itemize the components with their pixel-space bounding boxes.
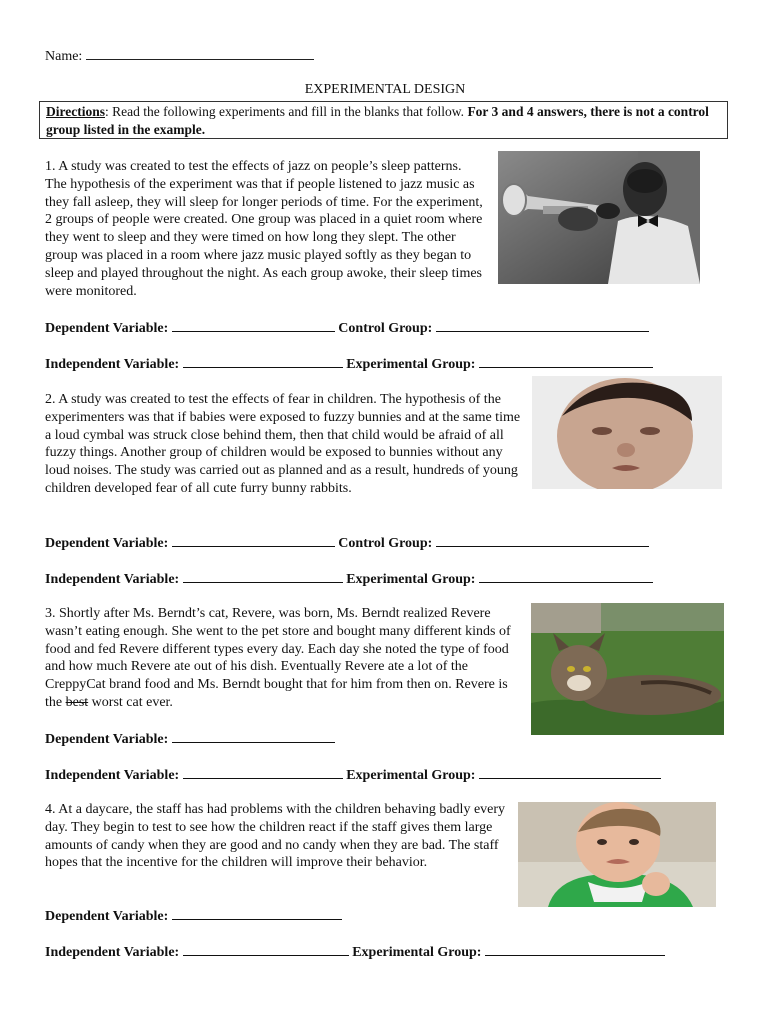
newborn-baby-photo (532, 376, 722, 489)
q4-dependent-row (45, 907, 342, 925)
experimental-blank[interactable] (479, 570, 653, 583)
experimental-label: Experimental Group: (346, 768, 476, 783)
dependent-label: Dependent Variable: (45, 321, 169, 336)
dependent-label: Dependent Variable: (45, 536, 169, 551)
question-3-text-a: 3. Shortly after Ms. Berndt’s cat, Revere, was born, Ms. Berndt realized Revere wasn’t eating enough. She went to the pet store and bought many different kinds of food and fed Revere different types every day. Each day she noted the type of food and how much Revere ate out of his dish. Eventually Revere ate a lot of the CreppyCat brand food and Ms. Berndt bought that for him from then on. Revere is the (45, 606, 511, 710)
question-3-text-b: worst cat ever. (88, 694, 173, 710)
experimental-blank[interactable] (479, 766, 661, 779)
experimental-blank[interactable] (479, 355, 653, 368)
q1-dependent-row (45, 319, 649, 337)
control-label: Control Group: (338, 536, 433, 551)
control-blank[interactable] (436, 534, 649, 547)
directions-box (39, 101, 728, 139)
directions-note: For 3 and 4 answers, there is not a control group listed in the example. (46, 104, 709, 137)
experimental-label: Experimental Group: (352, 945, 482, 960)
independent-blank[interactable] (183, 766, 343, 779)
dependent-blank[interactable] (172, 907, 342, 920)
trumpet-player-photo (498, 151, 700, 284)
struck-word: best (65, 694, 89, 710)
experimental-label: Experimental Group: (346, 572, 476, 587)
experimental-label: Experimental Group: (346, 357, 476, 372)
control-blank[interactable] (436, 319, 649, 332)
dependent-blank[interactable] (172, 534, 335, 547)
independent-blank[interactable] (183, 570, 343, 583)
independent-blank[interactable] (183, 943, 349, 956)
directions-label: Directions (46, 104, 105, 119)
dependent-blank[interactable] (172, 730, 335, 743)
q3-dependent-row (45, 730, 335, 748)
page-title: EXPERIMENTAL DESIGN (304, 82, 466, 97)
question-3-text (45, 605, 523, 712)
question-4-text: 4. At a daycare, the staff has had problems with the children behaving badly every day. They begin to test to see how the children react if the staff gives them large amounts of candy when they are good and no candy when they are bad. The staff hopes that the incentive for the children will improve their behavior. (45, 802, 506, 871)
dependent-label: Dependent Variable: (45, 909, 169, 924)
name-label: Name: (45, 49, 83, 64)
dependent-blank[interactable] (172, 319, 335, 332)
dependent-label: Dependent Variable: (45, 732, 169, 747)
independent-label: Independent Variable: (45, 768, 180, 783)
q4-independent-row (45, 943, 665, 961)
determined-baby-photo (518, 802, 716, 907)
question-1-text: 1. A study was created to test the effects of jazz on people’s sleep patterns. The hypothesis of the experiment was that if people listened to jazz music as they fall asleep, they will sleep for longer periods of time. For the experiment, 2 groups of people were created. One group was placed in a quiet room where they went to sleep and they were timed on how long they slept. The other group was placed in a room where jazz music played softly as they began to sleep and played throughout the night. As each group awoke, their sleep times were monitored. (45, 159, 483, 299)
independent-label: Independent Variable: (45, 357, 180, 372)
control-label: Control Group: (338, 321, 433, 336)
q1-independent-row (45, 355, 653, 373)
independent-label: Independent Variable: (45, 945, 180, 960)
cat-photo (531, 603, 724, 735)
name-field[interactable] (45, 46, 314, 65)
independent-blank[interactable] (183, 355, 343, 368)
experimental-blank[interactable] (485, 943, 665, 956)
q2-independent-row (45, 570, 653, 588)
name-blank[interactable] (86, 46, 314, 60)
independent-label: Independent Variable: (45, 572, 180, 587)
q3-independent-row (45, 766, 661, 784)
q2-dependent-row (45, 534, 649, 552)
directions-text: : Read the following experiments and fill in the blanks that follow. (105, 104, 468, 119)
question-2-text: 2. A study was created to test the effects of fear in children. The hypothesis of the experimenters was that if babies were exposed to fuzzy bunnies and at the same time a loud cymbal was struck close behind them, then that child would be afraid of all fuzzy things. Another group of children would be exposed to bunnies without any loud noises. The study was carried out as planned and as a result, hundreds of young children developed fear of all cute furry bunny rabbits. (45, 392, 521, 496)
